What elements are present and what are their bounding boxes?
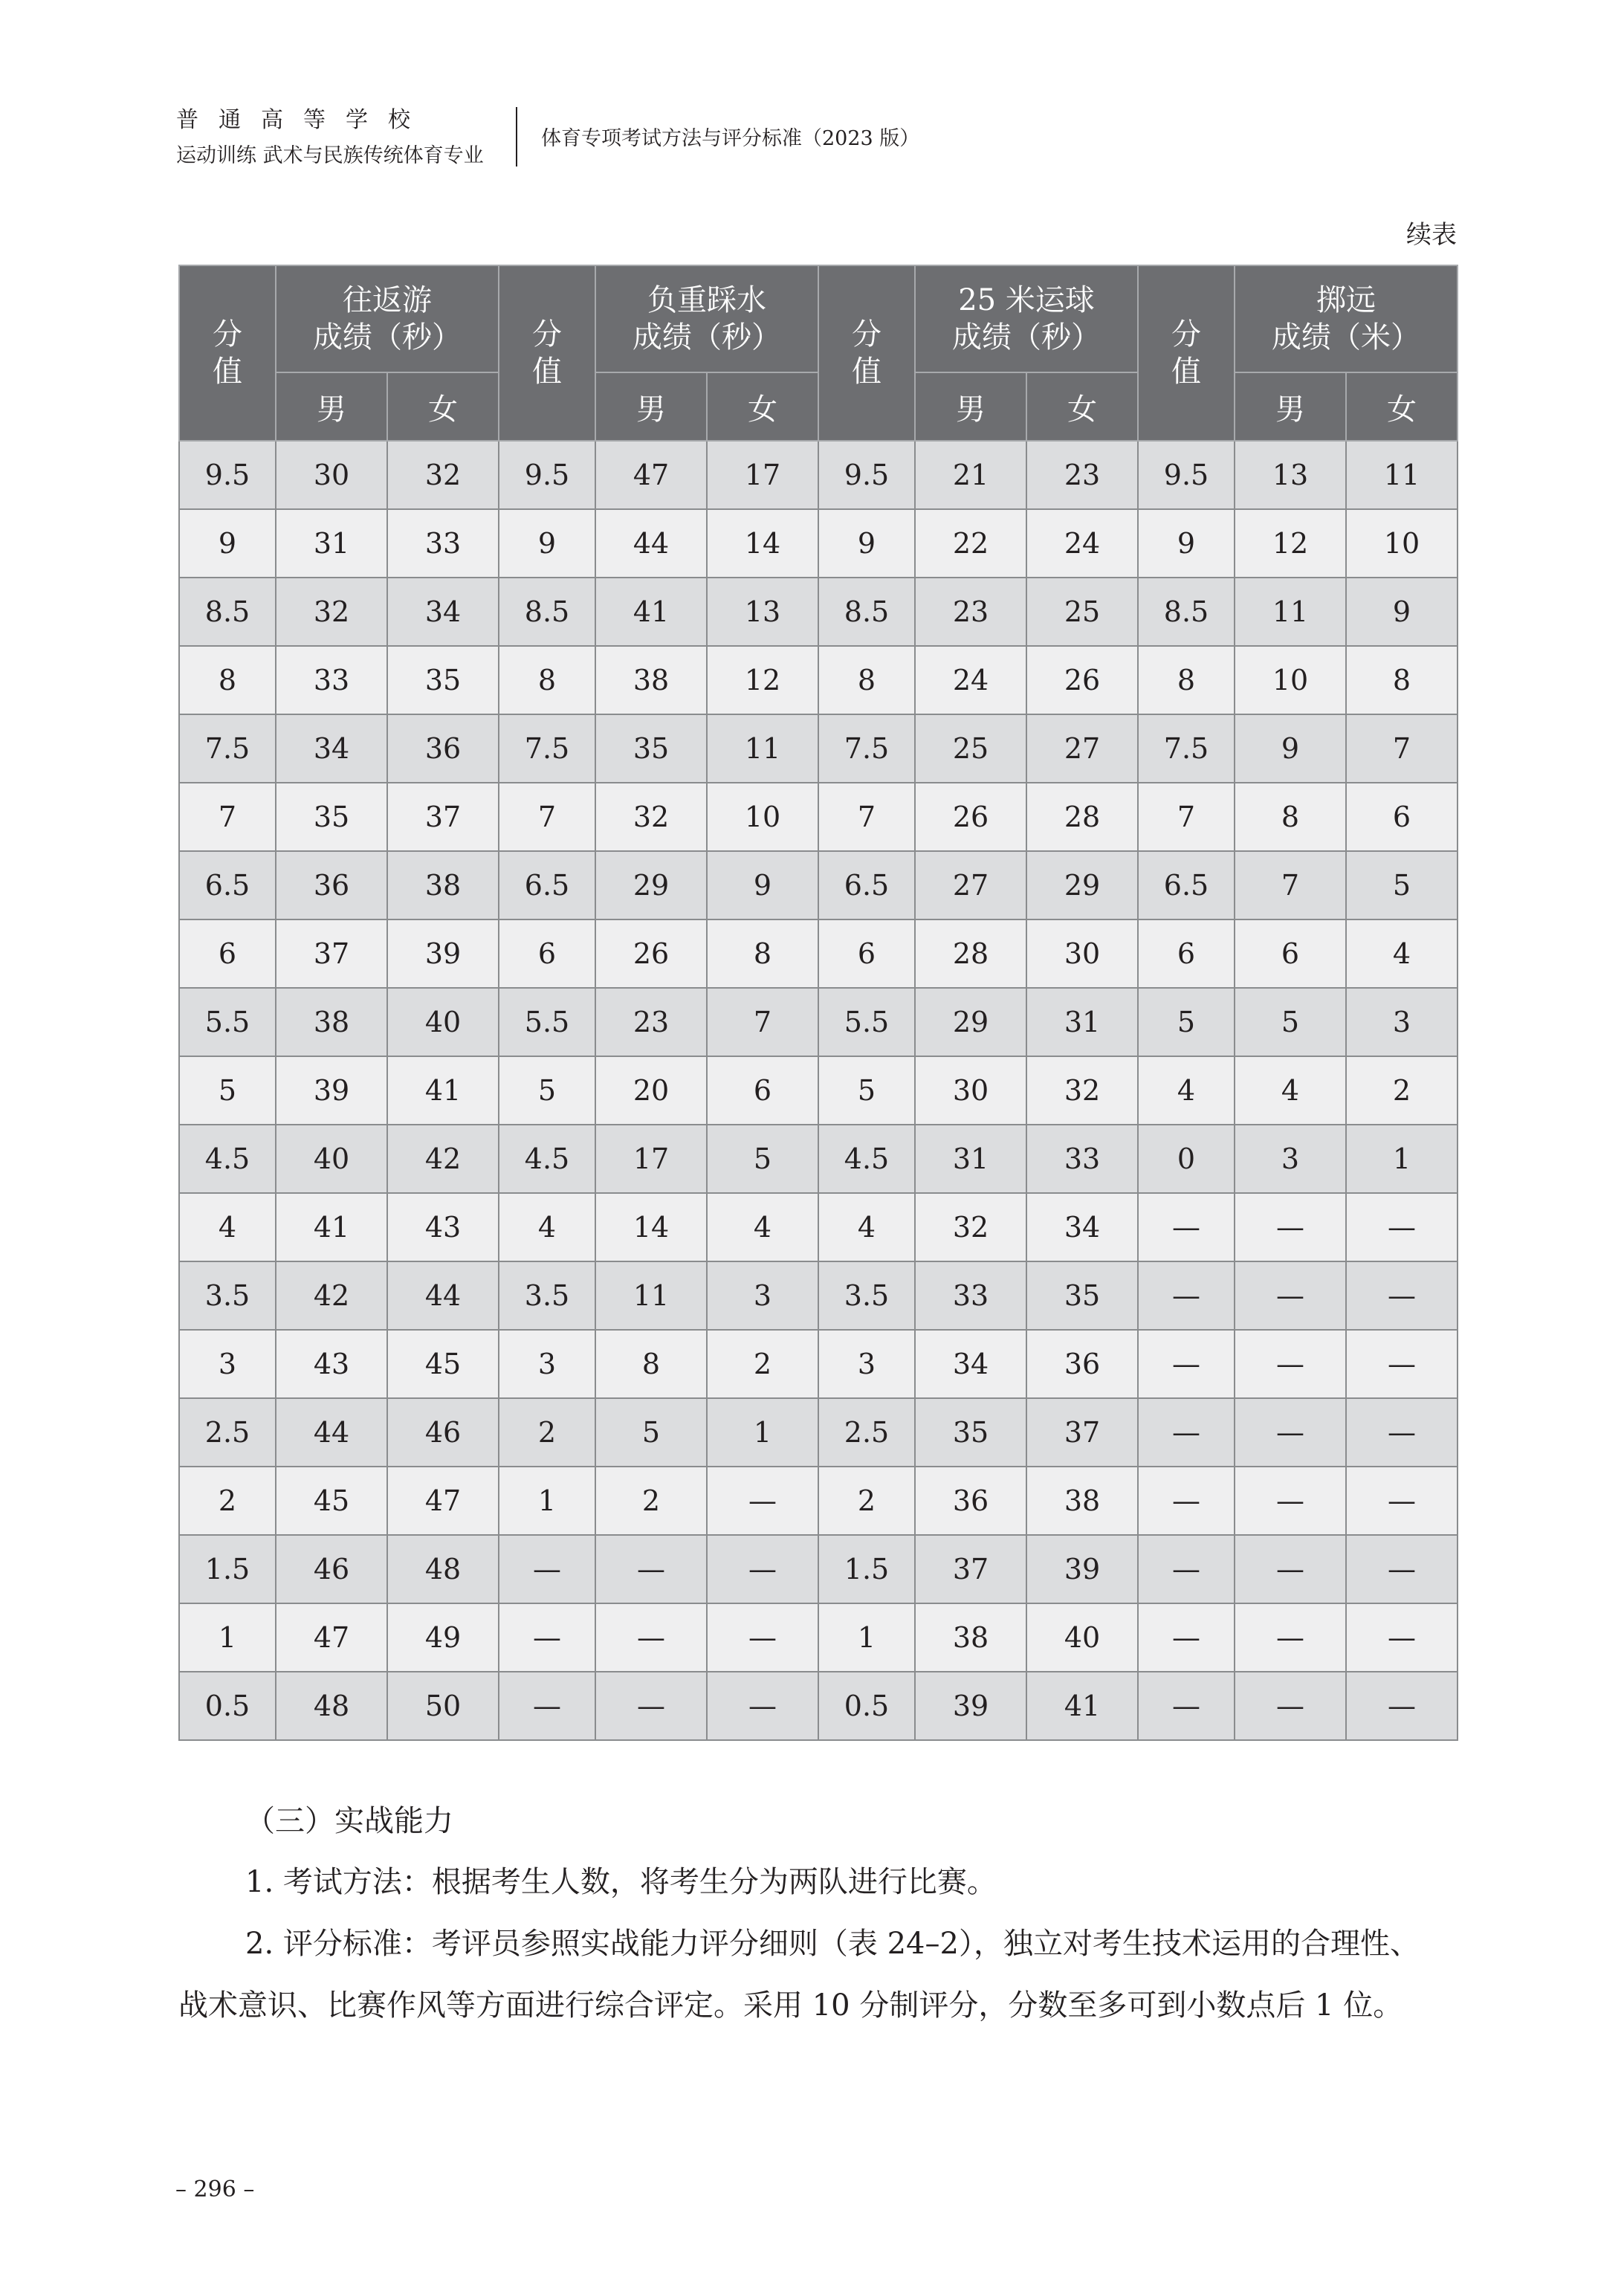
score-table [178,265,1458,1741]
table-cell: 12 [707,646,818,714]
table-cell: 35 [915,1398,1026,1467]
table-cell: 41 [1026,1672,1138,1740]
table-cell: 40 [1026,1603,1138,1672]
table-row [179,646,1458,714]
table-cell: 36 [387,714,499,783]
table-cell: 34 [915,1330,1026,1398]
table-cell: 26 [1026,646,1138,714]
table-cell: 3 [707,1261,818,1330]
score-column-header: 分 值 [499,265,595,441]
table-cell: 30 [276,441,387,509]
table-cell: 24 [1026,509,1138,578]
table-cell: 10 [1346,509,1458,578]
score-cell: 0.5 [179,1672,276,1740]
score-cell: 1 [499,1467,595,1535]
score-cell: 7.5 [818,714,915,783]
group-header-25m-dribble: 25 米运球 成绩（秒） [915,265,1138,372]
section-heading: （三）实战能力 [245,1804,453,1838]
table-cell: — [1235,1535,1346,1603]
score-cell: 5 [1138,988,1235,1056]
table-cell: 41 [276,1193,387,1261]
score-cell: 9 [179,509,276,578]
score-cell: 3 [499,1330,595,1398]
table-cell: 2 [595,1467,707,1535]
table-cell: 45 [387,1330,499,1398]
score-cell: 6 [818,919,915,988]
table-cell: — [1235,1261,1346,1330]
table-cell: 49 [387,1603,499,1672]
table-row [179,1603,1458,1672]
score-table-body [179,441,1458,1740]
table-cell: 5 [1235,988,1346,1056]
score-cell: 4.5 [818,1125,915,1193]
table-cell: 11 [707,714,818,783]
score-cell: 2.5 [179,1398,276,1467]
table-cell: 14 [595,1193,707,1261]
table-cell: 42 [276,1261,387,1330]
table-cell: — [1235,1398,1346,1467]
score-cell: 2.5 [818,1398,915,1467]
score-cell: 2 [179,1467,276,1535]
score-cell: 5.5 [818,988,915,1056]
score-cell: 3.5 [179,1261,276,1330]
score-cell: 7 [1138,783,1235,851]
table-cell: 39 [387,919,499,988]
table-row [179,1672,1458,1740]
score-cell: 8 [818,646,915,714]
table-cell: 38 [595,646,707,714]
male-header: 男 [1235,372,1346,441]
table-cell: 37 [1026,1398,1138,1467]
score-cell: 7 [818,783,915,851]
score-cell: 4 [1138,1056,1235,1125]
score-cell: — [499,1603,595,1672]
table-cell: 43 [387,1193,499,1261]
table-cell: 36 [276,851,387,919]
table-cell: 3 [1235,1125,1346,1193]
score-cell: 4 [499,1193,595,1261]
score-cell: 9.5 [818,441,915,509]
score-cell: 9.5 [179,441,276,509]
score-cell: 1.5 [818,1535,915,1603]
table-cell: 31 [915,1125,1026,1193]
table-cell: — [1346,1535,1458,1603]
table-cell: 38 [1026,1467,1138,1535]
table-cell: 5 [707,1125,818,1193]
female-header: 女 [1346,372,1458,441]
table-cell: 34 [387,578,499,646]
score-cell: 4 [818,1193,915,1261]
table-cell: 35 [595,714,707,783]
table-cell: 46 [387,1398,499,1467]
table-cell: 9 [1235,714,1346,783]
table-cell: 5 [595,1398,707,1467]
table-cell: 4 [707,1193,818,1261]
table-cell: 29 [915,988,1026,1056]
female-header: 女 [387,372,499,441]
table-cell: 37 [276,919,387,988]
table-row [179,919,1458,988]
female-header: 女 [707,372,818,441]
score-cell: — [1138,1603,1235,1672]
table-cell: — [1346,1398,1458,1467]
score-cell: 3.5 [818,1261,915,1330]
table-row [179,441,1458,509]
score-cell: 7 [179,783,276,851]
score-cell: 2 [499,1398,595,1467]
table-cell: 40 [276,1125,387,1193]
score-cell: 6 [1138,919,1235,988]
table-cell: 44 [276,1398,387,1467]
table-cell: 47 [276,1603,387,1672]
paragraph-exam-method: 1. 考试方法：根据考生人数，将考生分为两队进行比赛。 [245,1865,997,1899]
table-cell: 35 [276,783,387,851]
score-cell: 4.5 [179,1125,276,1193]
score-cell: 6.5 [499,851,595,919]
score-cell: 5.5 [179,988,276,1056]
table-cell: 11 [595,1261,707,1330]
score-cell: 4.5 [499,1125,595,1193]
paragraph-scoring-line2: 战术意识、比赛作风等方面进行综合评定。采用 10 分制评分，分数至多可到小数点后 1 位。 [178,1988,1403,2023]
table-cell: 30 [1026,919,1138,988]
table-cell: 20 [595,1056,707,1125]
table-cell: 26 [595,919,707,988]
table-cell: 1 [707,1398,818,1467]
male-header: 男 [276,372,387,441]
group-header-throw-distance: 掷远 成绩（米） [1235,265,1458,372]
table-cell: 33 [1026,1125,1138,1193]
score-cell: — [1138,1261,1235,1330]
group-header-shuttle-swim: 往返游 成绩（秒） [276,265,499,372]
table-cell: — [707,1467,818,1535]
table-cell: — [707,1603,818,1672]
table-cell: 2 [1346,1056,1458,1125]
score-cell: 3 [179,1330,276,1398]
score-cell: — [1138,1467,1235,1535]
table-cell: 8 [595,1330,707,1398]
table-row [179,509,1458,578]
table-cell: 4 [1346,919,1458,988]
table-row [179,1330,1458,1398]
table-row [179,578,1458,646]
table-cell: 35 [1026,1261,1138,1330]
score-cell: 3 [818,1330,915,1398]
table-cell: 30 [915,1056,1026,1125]
score-cell: 8.5 [818,578,915,646]
score-cell: 6 [179,919,276,988]
table-cell: 47 [387,1467,499,1535]
score-cell: 8.5 [179,578,276,646]
paragraph-scoring-line1: 2. 评分标准：考评员参照实战能力评分细则（表 24–2），独立对考生技术运用的合理性、 [245,1927,1420,1961]
table-cell: 44 [387,1261,499,1330]
table-cell: 44 [595,509,707,578]
score-cell: 0.5 [818,1672,915,1740]
table-cell: 8 [1235,783,1346,851]
table-cell: 17 [707,441,818,509]
score-cell: 1.5 [179,1535,276,1603]
table-continued-label: 续表 [1406,220,1457,250]
table-row [179,988,1458,1056]
table-cell: 48 [387,1535,499,1603]
table-cell: 8 [707,919,818,988]
score-cell: 5 [818,1056,915,1125]
score-cell: — [1138,1330,1235,1398]
table-cell: 34 [1026,1193,1138,1261]
table-cell: 7 [707,988,818,1056]
table-cell: 29 [595,851,707,919]
score-column-header: 分 值 [179,265,276,441]
table-cell: 37 [387,783,499,851]
table-cell: 1 [1346,1125,1458,1193]
running-header-left [176,106,484,171]
table-cell: 13 [1235,441,1346,509]
score-cell: 9 [1138,509,1235,578]
table-cell: — [1346,1603,1458,1672]
score-cell: 7 [499,783,595,851]
table-cell: 34 [276,714,387,783]
score-column-header: 分 值 [1138,265,1235,441]
score-cell: — [499,1672,595,1740]
table-row [179,1125,1458,1193]
score-cell: — [1138,1193,1235,1261]
table-cell: 32 [276,578,387,646]
table-cell: 23 [595,988,707,1056]
table-cell: 33 [387,509,499,578]
score-cell: 8.5 [1138,578,1235,646]
table-cell: 41 [595,578,707,646]
table-cell: 23 [915,578,1026,646]
table-cell: 39 [915,1672,1026,1740]
table-cell: — [1346,1261,1458,1330]
table-cell: 9 [707,851,818,919]
score-cell: 5 [499,1056,595,1125]
score-cell: 5 [179,1056,276,1125]
table-cell: — [1346,1467,1458,1535]
table-cell: — [1235,1193,1346,1261]
score-cell: — [499,1535,595,1603]
table-cell: 25 [915,714,1026,783]
table-cell: 38 [276,988,387,1056]
table-cell: 32 [915,1193,1026,1261]
male-header: 男 [595,372,707,441]
table-cell: 32 [1026,1056,1138,1125]
table-cell: 45 [276,1467,387,1535]
group-header-weighted-treading: 负重踩水 成绩（秒） [595,265,818,372]
table-row [179,714,1458,783]
score-cell: — [1138,1535,1235,1603]
header-book-title: 体育专项考试方法与评分标准（2023 版） [541,127,920,150]
table-cell: — [1346,1672,1458,1740]
table-cell: 39 [1026,1535,1138,1603]
score-cell: 9.5 [1138,441,1235,509]
table-cell: 7 [1235,851,1346,919]
table-cell: — [1346,1330,1458,1398]
table-cell: 6 [707,1056,818,1125]
table-cell: 5 [1346,851,1458,919]
score-cell: — [1138,1398,1235,1467]
table-cell: 2 [707,1330,818,1398]
table-cell: 36 [1026,1330,1138,1398]
score-column-header: 分 值 [818,265,915,441]
table-row [179,1261,1458,1330]
female-header: 女 [1026,372,1138,441]
table-cell: 31 [276,509,387,578]
score-cell: — [1138,1672,1235,1740]
table-row [179,783,1458,851]
table-row [179,1398,1458,1467]
table-cell: 42 [387,1125,499,1193]
table-cell: 39 [276,1056,387,1125]
table-cell: 6 [1235,919,1346,988]
score-cell: 0 [1138,1125,1235,1193]
table-cell: 46 [276,1535,387,1603]
table-cell: 17 [595,1125,707,1193]
table-row [179,1467,1458,1535]
table-cell: 33 [915,1261,1026,1330]
header-divider [516,107,517,167]
table-cell: 7 [1346,714,1458,783]
table-cell: — [707,1672,818,1740]
table-cell: 9 [1346,578,1458,646]
table-cell: 33 [276,646,387,714]
table-cell: — [595,1535,707,1603]
score-cell: 2 [818,1467,915,1535]
table-cell: 28 [915,919,1026,988]
male-header: 男 [915,372,1026,441]
table-cell: 3 [1346,988,1458,1056]
score-cell: 6 [499,919,595,988]
table-cell: 38 [387,851,499,919]
page-number: – 296 – [175,2176,255,2202]
table-cell: 24 [915,646,1026,714]
table-cell: 25 [1026,578,1138,646]
table-cell: 13 [707,578,818,646]
score-cell: 1 [818,1603,915,1672]
score-cell: 5.5 [499,988,595,1056]
table-cell: 47 [595,441,707,509]
table-cell: 26 [915,783,1026,851]
table-cell: 32 [595,783,707,851]
table-cell: 50 [387,1672,499,1740]
table-cell: 23 [1026,441,1138,509]
score-cell: 7.5 [1138,714,1235,783]
table-cell: 12 [1235,509,1346,578]
table-cell: 28 [1026,783,1138,851]
score-cell: 7.5 [179,714,276,783]
score-cell: 8.5 [499,578,595,646]
table-cell: 11 [1346,441,1458,509]
table-cell: — [1346,1193,1458,1261]
table-cell: 40 [387,988,499,1056]
table-row [179,851,1458,919]
table-cell: 31 [1026,988,1138,1056]
table-cell: — [1235,1467,1346,1535]
table-cell: 10 [707,783,818,851]
table-cell: 11 [1235,578,1346,646]
table-cell: 21 [915,441,1026,509]
table-cell: 27 [915,851,1026,919]
score-cell: 6.5 [1138,851,1235,919]
table-cell: 4 [1235,1056,1346,1125]
table-cell: — [595,1672,707,1740]
table-cell: 48 [276,1672,387,1740]
table-cell: 37 [915,1535,1026,1603]
header-major-line: 运动训练 武术与民族传统体育专业 [176,144,484,167]
table-cell: 32 [387,441,499,509]
table-cell: 8 [1346,646,1458,714]
score-cell: 1 [179,1603,276,1672]
table-row [179,1056,1458,1125]
table-cell: — [1235,1672,1346,1740]
table-cell: 10 [1235,646,1346,714]
table-cell: — [707,1535,818,1603]
table-cell: 6 [1346,783,1458,851]
table-cell: 22 [915,509,1026,578]
score-cell: 6.5 [179,851,276,919]
score-cell: 9 [499,509,595,578]
score-cell: 8 [499,646,595,714]
table-cell: 35 [387,646,499,714]
table-cell: 38 [915,1603,1026,1672]
score-cell: 9.5 [499,441,595,509]
table-cell: 14 [707,509,818,578]
score-cell: 8 [1138,646,1235,714]
table-cell: — [595,1603,707,1672]
header-school-line: 普通高等学校 [176,107,430,133]
score-cell: 7.5 [499,714,595,783]
score-cell: 9 [818,509,915,578]
table-row [179,1535,1458,1603]
table-cell: 36 [915,1467,1026,1535]
table-cell: — [1235,1330,1346,1398]
table-cell: 43 [276,1330,387,1398]
table-cell: 27 [1026,714,1138,783]
score-cell: 3.5 [499,1261,595,1330]
table-cell: — [1235,1603,1346,1672]
table-cell: 41 [387,1056,499,1125]
table-row [179,1193,1458,1261]
score-cell: 8 [179,646,276,714]
table-cell: 29 [1026,851,1138,919]
score-cell: 4 [179,1193,276,1261]
score-cell: 6.5 [818,851,915,919]
